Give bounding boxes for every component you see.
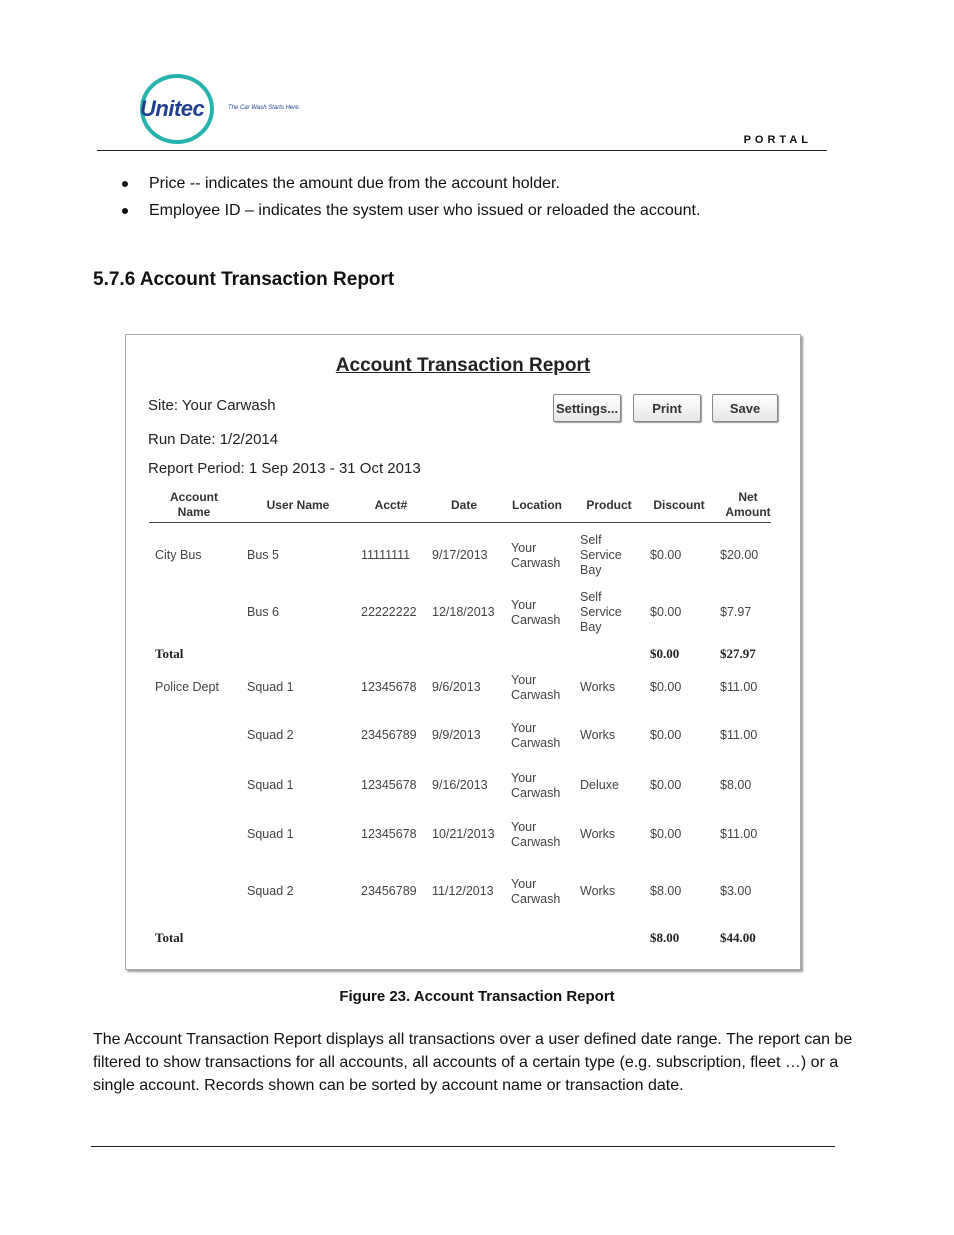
cell-location: Your Carwash [511,540,561,570]
footer-divider [91,1146,835,1147]
total-net: $27.97 [720,646,756,661]
section-label: PORTAL [743,134,812,146]
cell-location: Your Carwash [511,597,561,627]
logo-text: Unitec [140,96,205,121]
cell-discount: $0.00 [650,778,682,792]
cell-date: 10/21/2013 [432,827,495,841]
cell-product: Self Service Bay [580,533,622,577]
print-button[interactable]: Print [633,394,701,422]
cell-user: Squad 2 [247,884,294,898]
cell-user: Squad 1 [247,827,294,841]
cell-discount: $8.00 [650,884,682,898]
cell-product: Self Service Bay [580,590,622,634]
cell-acct: 11111111 [361,548,411,562]
cell-location: Your Carwash [511,720,561,750]
cell-date: 9/17/2013 [432,548,488,562]
col-discount: Discount [653,498,705,512]
unitec-logo [136,72,326,152]
save-button[interactable]: Save [712,394,778,422]
col-product: Product [586,498,632,512]
cell-net: $7.97 [720,605,752,619]
cell-location: Your Carwash [511,672,561,702]
bullet-list [120,174,700,228]
cell-discount: $0.00 [650,827,682,841]
col-user-name: User Name [266,498,330,512]
report-site: Site: Your Carwash [148,397,276,414]
cell-net: $20.00 [720,548,759,562]
total-label: Total [155,646,184,661]
section-heading: 5.7.6 Account Transaction Report [93,269,395,290]
cell-product: Works [580,884,616,898]
cell-discount: $0.00 [650,680,682,694]
cell-discount: $0.00 [650,605,682,619]
cell-net: $3.00 [720,884,752,898]
cell-net: $8.00 [720,778,752,792]
cell-product: Works [580,728,616,742]
settings-button[interactable]: Settings... [553,394,621,422]
cell-user: Squad 1 [247,680,294,694]
cell-location: Your Carwash [511,819,561,849]
cell-user: Squad 2 [247,728,294,742]
cell-acct: 12345678 [361,778,417,792]
cell-date: 9/9/2013 [432,728,481,742]
header-rule [149,522,771,523]
cell-location: Your Carwash [511,770,561,800]
cell-acct: 23456789 [361,884,417,898]
cell-product: Works [580,827,616,841]
cell-acct: 23456789 [361,728,417,742]
cell-user: Bus 6 [247,605,279,619]
cell-discount: $0.00 [650,728,682,742]
cell-date: 9/16/2013 [432,778,488,792]
cell-user: Bus 5 [247,548,279,562]
cell-account: Police Dept [155,680,219,694]
cell-product: Works [580,680,616,694]
total-discount: $0.00 [650,646,680,661]
cell-net: $11.00 [720,728,758,742]
figure-caption: Figure 23. Account Transaction Report [339,988,615,1005]
cell-discount: $0.00 [650,548,682,562]
body-paragraph: The Account Transaction Report displays all transactions over a user defined date range. The report can be filtered to show transactions for all accounts, all accounts of a certain type (e.g. subscription, fleet …) or a single account. Records shown can be sorted by account name or transaction date. [93,1031,853,1094]
report-figure [125,334,801,970]
cell-net: $11.00 [720,827,758,841]
cell-date: 11/12/2013 [432,884,494,898]
logo-tagline: The Car Wash Starts Here. [228,105,301,111]
header-divider [97,150,827,151]
report-period: Report Period: 1 Sep 2013 - 31 Oct 2013 [148,460,421,477]
cell-user: Squad 1 [247,778,294,792]
cell-net: $11.00 [720,680,758,694]
col-account-name: Account Name [170,490,218,519]
col-location: Location [512,498,562,512]
cell-acct: 12345678 [361,680,417,694]
bullet-item: Employee ID – indicates the system user who issued or reloaded the account. [120,201,700,228]
bullet-item: Price -- indicates the amount due from the account holder. [120,174,700,201]
report-run-date: Run Date: 1/2/2014 [148,431,279,448]
col-date: Date [450,498,477,512]
cell-date: 12/18/2013 [432,605,495,619]
cell-acct: 22222222 [361,605,417,619]
cell-date: 9/6/2013 [432,680,481,694]
total-discount: $8.00 [650,930,680,945]
cell-acct: 12345678 [361,827,417,841]
col-net-amount: Net Amount [725,490,771,519]
report-title: Account Transaction Report [335,355,591,376]
total-label: Total [155,930,184,945]
total-net: $44.00 [720,930,756,945]
cell-location: Your Carwash [511,876,561,906]
cell-account: City Bus [155,548,202,562]
col-acct: Acct# [374,498,408,512]
cell-product: Deluxe [580,778,619,792]
